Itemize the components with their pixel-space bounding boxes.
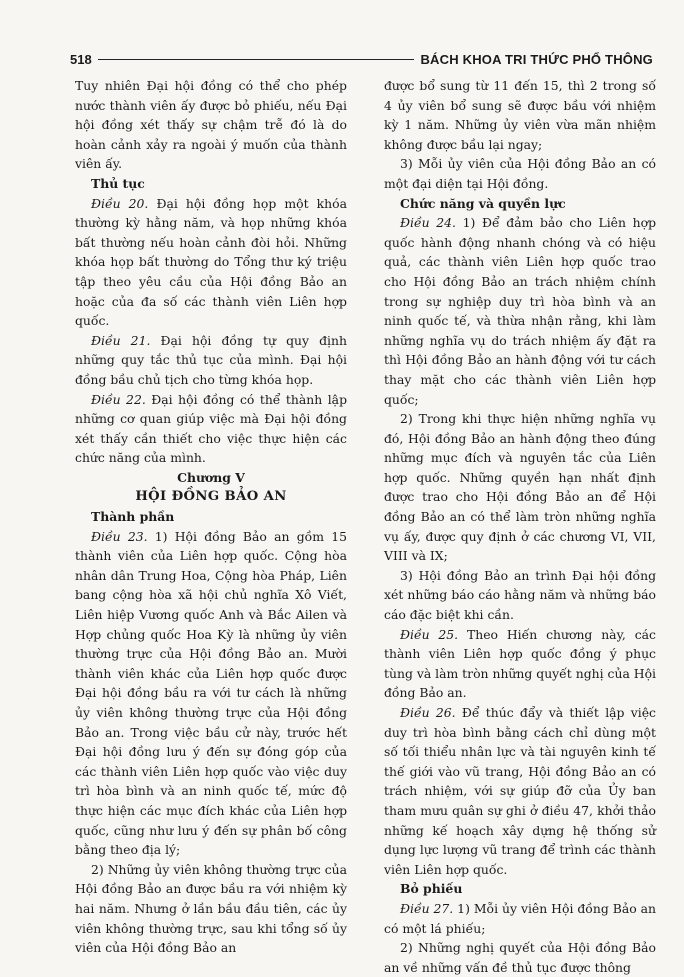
section-heading: Thành phần <box>91 509 175 525</box>
page-number: 518 <box>70 51 92 67</box>
right-column <box>384 76 656 977</box>
article-text: 1) Để đảm bảo cho Liên hợp quốc hành động nhanh chóng và có hiệu quả, các thành viên Liên hợp quốc trao cho Hội đồng Bảo an trách nhiệm chính trong sự nghiệp duy trì hòa bình và an ninh quốc tế, và thừa nhận rằng, khi làm những nghĩa vụ do trách nhiệm ấy đặt ra thì Hội đồng Bảo an hành động với tư cách thay mặt cho các thành viên Liên hợp quốc; <box>384 215 656 407</box>
article-20 <box>75 194 347 331</box>
article-23 <box>75 527 347 860</box>
article-label: Điều 26. <box>400 705 456 720</box>
article-25 <box>384 625 656 703</box>
article-label: Điều 27. <box>400 900 454 916</box>
article-label: Điều 20. <box>91 195 149 211</box>
paragraph: 3) Mỗi ủy viên của Hội đồng Bảo an có một đại diện tại Hội đồng. <box>384 156 656 191</box>
running-title: BÁCH KHOA TRI THỨC PHỔ THÔNG <box>420 51 653 67</box>
paragraph: 2) Trong khi thực hiện những nghĩa vụ đó, Hội đồng Bảo an hành động theo đúng những mục đích và nguyên tắc của Liên hợp quốc. Những quyền hạn nhất định được trao cho Hội đồng Bảo an để Hội đồng Bảo an có thể làm tròn những nghĩa vụ ấy, được quy định ở các chương VI, VII, VIII và IX; <box>384 411 656 564</box>
header-rule <box>98 59 415 60</box>
article-text: Theo Hiến chương này, các thành viên Liên hợp quốc đồng ý phục tùng và làm tròn những quyết nghị của Hội đồng Bảo an. <box>384 626 656 701</box>
article-text: Đại hội đồng tự quy định những quy tắc thủ tục của mình. Đại hội đồng bầu chủ tịch cho từng khóa họp. <box>75 332 347 387</box>
chapter-number: Chương V <box>177 469 245 485</box>
paragraph: Tuy nhiên Đại hội đồng có thể cho phép nước thành viên ấy được bỏ phiếu, nếu Đại hội đồng xét thấy sự chậm trễ đó là do hoàn cảnh xảy ra ngoài ý muốn của thành viên ấy. <box>75 78 347 172</box>
article-label: Điều 21. <box>91 332 151 348</box>
article-27 <box>384 899 656 938</box>
article-label: Điều 24. <box>400 215 456 231</box>
paragraph: được bổ sung từ 11 đến 15, thì 2 trong số 4 ủy viên bổ sung sẽ được bầu với nhiệm kỳ 1 năm. Những ủy viên vừa mãn nhiệm không được bầu lại ngay; <box>384 78 656 152</box>
article-text: Đại hội đồng họp một khóa thường kỳ hằng năm, và họp những khóa bất thường nếu hoàn cảnh đòi hỏi. Những khóa họp bất thường do Tổng thư ký triệu tập theo yêu cầu của Hội đồng Bảo an hoặc của đa số các thành viên Liên hợp quốc. <box>75 195 347 329</box>
article-text: Đại hội đồng có thể thành lập những cơ quan giúp việc mà Đại hội đồng xét thấy cần thiết cho việc thực hiện các chức năng của mình. <box>75 391 347 466</box>
section-heading: Chức năng và quyền lực <box>400 195 566 211</box>
paragraph: 2) Những ủy viên không thường trực của Hội đồng Bảo an được bầu ra với nhiệm kỳ hai năm. Nhưng ở lần bầu đầu tiên, các ủy viên không thường trực, sau khi tổng số ủy viên của Hội đồng Bảo an <box>75 861 347 956</box>
article-label: Điều 25. <box>400 626 459 642</box>
article-text: 1) Mỗi ủy viên Hội đồng Bảo an có một lá phiếu; <box>384 900 657 936</box>
chapter-title: HỘI ĐỒNG BẢO AN <box>135 489 287 505</box>
article-24 <box>384 213 656 409</box>
section-heading: Bỏ phiếu <box>400 881 463 897</box>
section-heading: Thủ tục <box>91 175 145 191</box>
left-column <box>75 76 347 958</box>
article-21 <box>75 331 347 390</box>
article-22 <box>75 390 347 468</box>
article-label: Điều 23. <box>91 528 148 544</box>
paragraph: 2) Những nghị quyết của Hội đồng Bảo an về những vấn đề thủ tục được thông <box>384 940 656 975</box>
article-label: Điều 22. <box>91 391 146 407</box>
article-text: Để thúc đẩy và thiết lập việc duy trì hòa bình bằng cách chỉ dùng một số tối thiểu nhân lực và tài nguyên kinh tế thế giới vào vũ trang, Hội đồng Bảo an có trách nhiệm, với sự giúp đỡ của Ủy ban tham mưu quân sự ghi ở điều 47, khởi thảo những kế hoạch xây dựng hệ thống sử dụng lực lượng vũ trang để trình các thành viên Liên hợp quốc. <box>384 705 656 877</box>
article-26 <box>384 703 656 879</box>
article-text: 1) Hội đồng Bảo an gồm 15 thành viên của Liên hợp quốc. Cộng hòa nhân dân Trung Hoa, Cộng hòa Pháp, Liên bang cộng hòa xã hội chủ nghĩa Xô Viết, Liên hiệp Vương quốc Anh và Bắc Ailen và Hợp chủng quốc Hoa Kỳ là những ủy viên thường trực của Hội đồng Bảo an. Mười thành viên khác của Liên hợp quốc được Đại hội đồng bầu ra với tư cách là những ủy viên không thường trực của Hội đồng Bảo an. Trong việc bầu cử này, trước hết Đại hội đồng lưu ý đến sự đóng góp của các thành viên Liên hợp quốc vào việc duy trì hòa bình và an ninh quốc tế, mức độ thực hiện các mục đích khác của Liên hợp quốc, cũng như lưu ý đến sự phân bố công bằng theo địa lý; <box>75 528 347 858</box>
paragraph: 3) Hội đồng Bảo an trình Đại hội đồng xét những báo cáo hằng năm và những báo cáo đặc biệt khi cần. <box>384 567 656 623</box>
page-header <box>70 46 653 72</box>
